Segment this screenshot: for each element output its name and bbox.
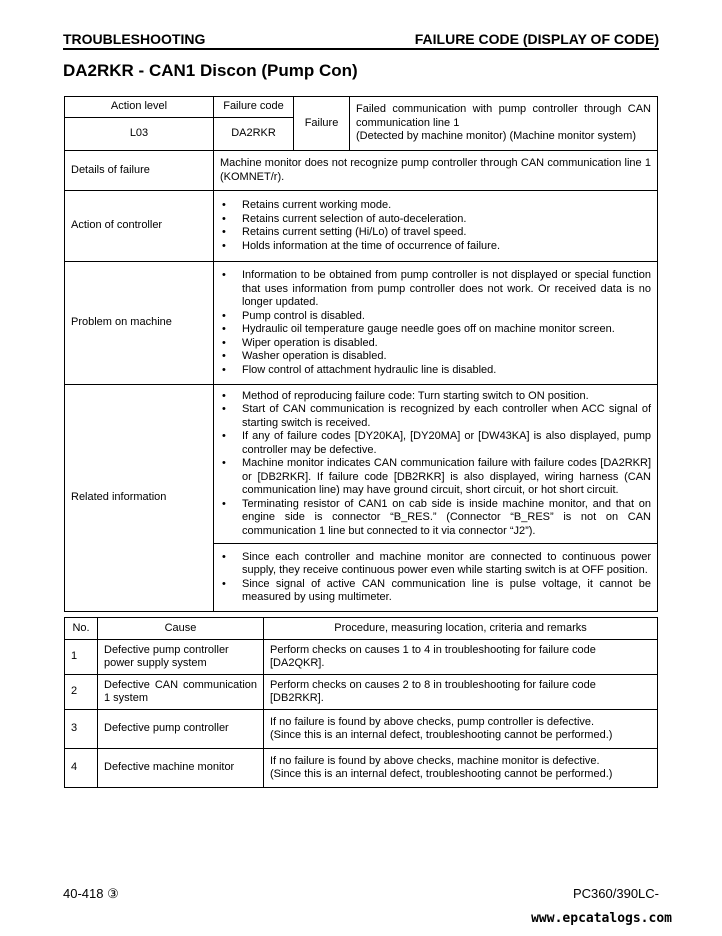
table-row (65, 675, 658, 710)
procedure-line: (Since this is an internal defect, troubleshooting cannot be performed.) (270, 768, 613, 780)
row-cause: Defective pump controller power supply system (98, 640, 264, 675)
list-item: • Washer operation is disabled. (220, 350, 651, 364)
procedure-line: Perform checks on causes 1 to 4 in troubleshooting for failure code [DA2QKR]. (270, 643, 596, 669)
header-procedure: Procedure, measuring location, criteria and remarks (264, 618, 658, 640)
header-section: TROUBLESHOOTING (63, 31, 206, 47)
row-cause: Defective machine monitor (98, 749, 264, 788)
header-no: No. (65, 618, 98, 640)
failure-label: Failure (294, 97, 350, 151)
procedure-line: If no failure is found by above checks, machine monitor is defective. (270, 754, 600, 767)
action-label: Action of controller (65, 191, 214, 262)
cause-table (64, 617, 658, 788)
related-label: Related information (65, 385, 214, 612)
page-header (63, 31, 659, 50)
list-item: • Retains current setting (Hi/Lo) of travel speed. (220, 226, 651, 240)
list-item: • Information to be obtained from pump controller is not displayed or special function that uses information from pump controller does not work. Or received data is no longer updated. (220, 269, 651, 310)
procedure-line: (Since this is an internal defect, troubleshooting cannot be performed.) (270, 729, 613, 741)
procedure-line: Perform checks on causes 2 to 8 in troubleshooting for failure code [DB2RKR]. (270, 678, 596, 704)
failure-info-table (64, 96, 658, 612)
list-item: • Since signal of active CAN communication line is pulse voltage, it cannot be measured by using multimeter. (220, 578, 651, 605)
procedure-line: If no failure is found by above checks, pump controller is defective. (270, 715, 595, 728)
list-item: • Holds information at the time of occurrence of failure. (220, 240, 651, 254)
failure-code-label: Failure code (214, 97, 294, 118)
table-row (65, 710, 658, 749)
list-item: • Flow control of attachment hydraulic line is disabled. (220, 364, 651, 378)
action-items (214, 191, 658, 262)
problem-items (214, 262, 658, 385)
related-items-a (214, 385, 658, 544)
header-cause: Cause (98, 618, 264, 640)
model-name: PC360/390LC- (573, 886, 659, 901)
row-cause: Defective CAN communication 1 system (98, 675, 264, 710)
details-text: Machine monitor does not recognize pump controller through CAN communication line 1 (KOMNET/r). (214, 151, 658, 191)
failure-code-value: DA2RKR (214, 118, 294, 151)
details-label: Details of failure (65, 151, 214, 191)
related-items-b (214, 544, 658, 612)
list-item: • Retains current working mode. (220, 199, 651, 213)
list-item: • Start of CAN communication is recognized by each controller when ACC signal of starting switch is received. (220, 403, 651, 430)
list-item: • If any of failure codes [DY20KA], [DY20MA] or [DW43KA] is also displayed, pump controller may be defective. (220, 430, 651, 457)
list-item: • Hydraulic oil temperature gauge needle goes off on machine monitor screen. (220, 323, 651, 337)
row-procedure (264, 640, 658, 675)
action-level-value: L03 (65, 118, 214, 151)
row-no: 1 (65, 640, 98, 675)
failure-description-line2: (Detected by machine monitor) (Machine monitor system) (356, 130, 636, 143)
action-level-label: Action level (65, 97, 214, 118)
row-no: 4 (65, 749, 98, 788)
list-item: • Since each controller and machine monitor are connected to continuous power supply, they receive continuous power even while starting switch is at OFF position. (220, 551, 651, 578)
row-procedure (264, 675, 658, 710)
page-title: DA2RKR - CAN1 Discon (Pump Con) (63, 61, 358, 80)
row-procedure (264, 710, 658, 749)
list-item: • Machine monitor indicates CAN communication failure with failure codes [DA2RKR] or [DB2RKR]. If failure code [DB2RKR] is also displayed, wiring harness (CAN communication line) may have ground circuit, short circuit, or hot short circuit. (220, 457, 651, 498)
page-number: 40-418 ③ (63, 886, 119, 901)
list-item: • Wiper operation is disabled. (220, 337, 651, 351)
list-item: • Retains current selection of auto-deceleration. (220, 213, 651, 227)
failure-description (350, 97, 658, 151)
row-procedure (264, 749, 658, 788)
table-row (65, 640, 658, 675)
row-no: 3 (65, 710, 98, 749)
list-item: • Method of reproducing failure code: Turn starting switch to ON position. (220, 390, 651, 404)
problem-label: Problem on machine (65, 262, 214, 385)
table-row (65, 749, 658, 788)
list-item: • Pump control is disabled. (220, 310, 651, 324)
header-topic: FAILURE CODE (DISPLAY OF CODE) (414, 31, 659, 47)
row-no: 2 (65, 675, 98, 710)
failure-description-line1: Failed communication with pump controller through CAN communication line 1 (356, 103, 651, 129)
list-item: • Terminating resistor of CAN1 on cab side is inside machine monitor, and that on engine side is connector “B_RES.” (Connector “B_RES” is not on CAN communication 1 line but connected to it via connector “J2”). (220, 498, 651, 539)
row-cause: Defective pump controller (98, 710, 264, 749)
watermark: www.epcatalogs.com (531, 911, 672, 926)
